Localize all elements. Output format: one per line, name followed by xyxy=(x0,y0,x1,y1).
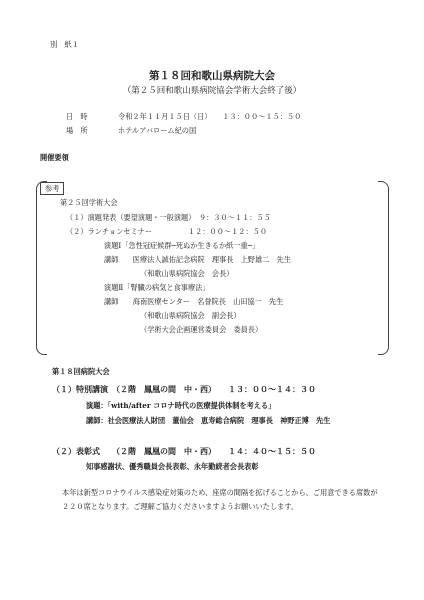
attachment-label: 別 紙１ xyxy=(50,40,79,49)
date-value: 令和２年１１月１５日（日） １３：００～１５：５０ xyxy=(118,112,302,121)
reference-line: 演題Ⅱ「腎臓の病気と食事療法」 xyxy=(104,283,210,292)
reference-line: （和歌山県病院協会 会長） xyxy=(140,269,234,278)
ceremony-detail: 知事感謝状、優秀職員会長表彰、永年勤続者会長表彰 xyxy=(86,462,259,471)
lecture-topic: 演題：「with/after コロナ時代の医療提供体制を考える」 xyxy=(86,401,276,410)
place-label: 場 所 xyxy=(66,126,88,135)
document-subtitle: （第２５回和歌山県病院協会学術大会終了後） xyxy=(122,86,302,96)
special-lecture-heading: （１）特別講演 （２階 鳳凰の間 中・西） １３：００～１４：３０ xyxy=(52,384,316,394)
reference-line: 第２５回学術大会 xyxy=(60,198,118,207)
date-label: 日 時 xyxy=(66,112,88,121)
reference-line: 講師 医療法人誠佑記念病院 理事長 上野雄二 先生 xyxy=(104,255,291,264)
reference-tag: 参考 xyxy=(40,182,64,195)
reference-line: （和歌山県病院協会 副会長） xyxy=(140,311,241,320)
ceremony-heading: （２）表彰式 （２階 鳳凰の間 中・西） １４：４０～１５：５０ xyxy=(52,446,316,456)
reference-bracket-left xyxy=(36,181,47,355)
reference-bracket-right xyxy=(378,181,389,355)
reference-line: 演題Ⅰ「急性冠症候群─死ぬか生きるか紙一重─」 xyxy=(104,241,260,250)
document-title: 第１８回和歌山県病院大会 xyxy=(149,70,275,82)
outline-heading: 開催要領 xyxy=(40,153,69,162)
place-value: ホテルアバローム紀の国 xyxy=(118,126,197,135)
seating-note: 本年は新型コロナウイルス感染症対策のため、座席の間隔を拡げることから、ご用意できる席数が２２０席となります。ご理解ご協力くださいますようお願いいたします。 xyxy=(62,488,378,511)
conference-heading: 第１８回病院大会 xyxy=(52,367,110,376)
reference-line: （２）ランチョンセミナー １２：００～１２：５０ xyxy=(66,227,268,236)
lecture-speaker: 講師：社会医療法人財団 董仙会 恵寿総合病院 理事長 神野正博 先生 xyxy=(86,416,331,425)
reference-line: （学術大会企画運営委員会 委員長） xyxy=(140,325,263,334)
reference-line: 講師 海南医療センター 名誉院長 山田協一 先生 xyxy=(104,297,284,306)
reference-line: （１）演題発表（要望演題・一般演題） ９：３０～１１：５５ xyxy=(66,213,271,222)
